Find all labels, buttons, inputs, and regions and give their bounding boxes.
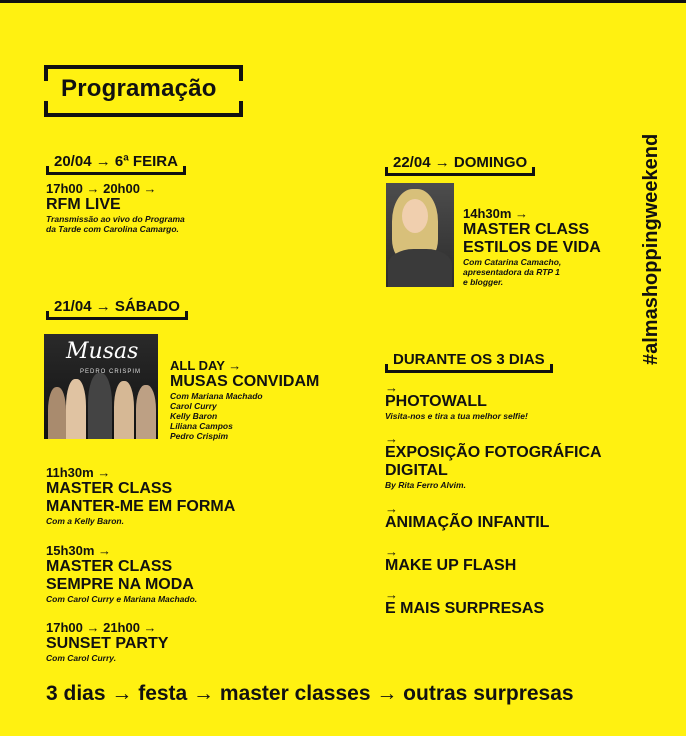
event-musas-convidam (170, 358, 319, 441)
item-makeup (385, 546, 516, 575)
arrow-icon: → (385, 501, 398, 516)
item-name: DIGITAL (385, 462, 448, 479)
event-name: SEMPRE NA MODA (46, 576, 194, 593)
item-animacao (385, 503, 549, 532)
event-time: 11h30m → (46, 465, 111, 480)
bracket-left-bottom (44, 101, 48, 117)
event-desc-line: Com Carol Curry. (46, 653, 117, 663)
event-name: SUNSET PARTY (46, 635, 169, 652)
day3-heading: 22/04 → DOMINGO (385, 154, 535, 176)
event-time: 17h00 → 21h00 → (46, 620, 157, 635)
musas-photo (44, 334, 158, 439)
event-sunset-party (46, 620, 168, 663)
bracket-right-bottom (239, 101, 243, 117)
photo-person (114, 381, 134, 439)
bracket-right-top (239, 65, 243, 81)
event-time: 14h30m → (463, 206, 529, 221)
event-name: MASTER CLASS (46, 558, 173, 575)
event-desc-line: Com Mariana Machado (170, 391, 263, 401)
photo-face (402, 199, 428, 233)
footer-tagline: 3 dias → festa → master classes → outras surpresas (46, 682, 574, 705)
arrow-icon: → (385, 380, 398, 395)
event-time: ALL DAY → (170, 358, 242, 373)
item-surpresas (385, 589, 544, 618)
all-days-heading: DURANTE OS 3 DIAS (385, 351, 553, 373)
day1-heading: 20/04 → 6ª FEIRA (46, 153, 186, 175)
page-title: Programação (61, 75, 217, 102)
item-name: ANIMAÇÃO INFANTIL (385, 514, 550, 531)
event-time: 15h30m → (46, 543, 112, 558)
event-desc-line: Kelly Baron (170, 411, 218, 421)
event-masterclass-forma (46, 465, 235, 526)
title-frame (44, 65, 243, 117)
arrow-icon: → (385, 431, 398, 446)
hashtag-vertical (640, 95, 664, 365)
event-name: MASTER CLASS (463, 221, 590, 238)
event-desc-line: Com Catarina Camacho, (463, 257, 562, 267)
catarina-photo (386, 183, 454, 287)
item-name: E MAIS SURPRESAS (385, 600, 545, 617)
event-name: RFM LIVE (46, 196, 121, 213)
bracket-left-top (44, 65, 48, 81)
event-desc-line: Com Carol Curry e Mariana Machado. (46, 594, 198, 604)
event-masterclass-moda (46, 543, 197, 604)
event-rfm-live (46, 181, 185, 234)
event-desc-line: Transmissão ao vivo do Programa (46, 214, 185, 224)
event-name: MUSAS CONVIDAM (170, 373, 320, 390)
arrow-icon: → (385, 587, 398, 602)
item-desc: By Rita Ferro Alvim. (385, 480, 466, 490)
photo-person (66, 379, 86, 439)
item-name: PHOTOWALL (385, 393, 487, 410)
photo-person (88, 373, 112, 439)
item-exposicao (385, 433, 602, 490)
event-desc-line: apresentadora da RTP 1 (463, 267, 560, 277)
event-name: MANTER-ME EM FORMA (46, 498, 236, 515)
event-time: 17h00 → 20h00 → (46, 181, 157, 196)
hashtag-text: #almashoppingweekend (640, 133, 662, 365)
musas-logo: Musas (66, 339, 139, 364)
event-name: ESTILOS DE VIDA (463, 239, 601, 256)
event-desc-line: Carol Curry (170, 401, 217, 411)
event-desc-line: e blogger. (463, 277, 504, 287)
arrow-icon: → (385, 544, 398, 559)
photo-person (136, 385, 156, 439)
day2-heading: 21/04 → SÁBADO (46, 298, 188, 320)
event-masterclass-estilos (463, 206, 601, 287)
item-photowall (385, 382, 528, 421)
musas-logo-sub: PEDRO CRISPIM (80, 369, 142, 375)
photo-body (388, 249, 452, 287)
item-desc: Visita-nos e tira a tua melhor selfie! (385, 411, 528, 421)
event-desc-line: da Tarde com Carolina Camargo. (46, 224, 179, 234)
item-name: MAKE UP FLASH (385, 557, 517, 574)
event-name: MASTER CLASS (46, 480, 173, 497)
event-desc-line: Com a Kelly Baron. (46, 516, 124, 526)
event-desc-line: Pedro Crispim (170, 431, 229, 441)
item-name: EXPOSIÇÃO FOTOGRÁFICA (385, 444, 602, 461)
event-desc-line: Liliana Campos (170, 421, 233, 431)
photo-person (48, 387, 66, 439)
